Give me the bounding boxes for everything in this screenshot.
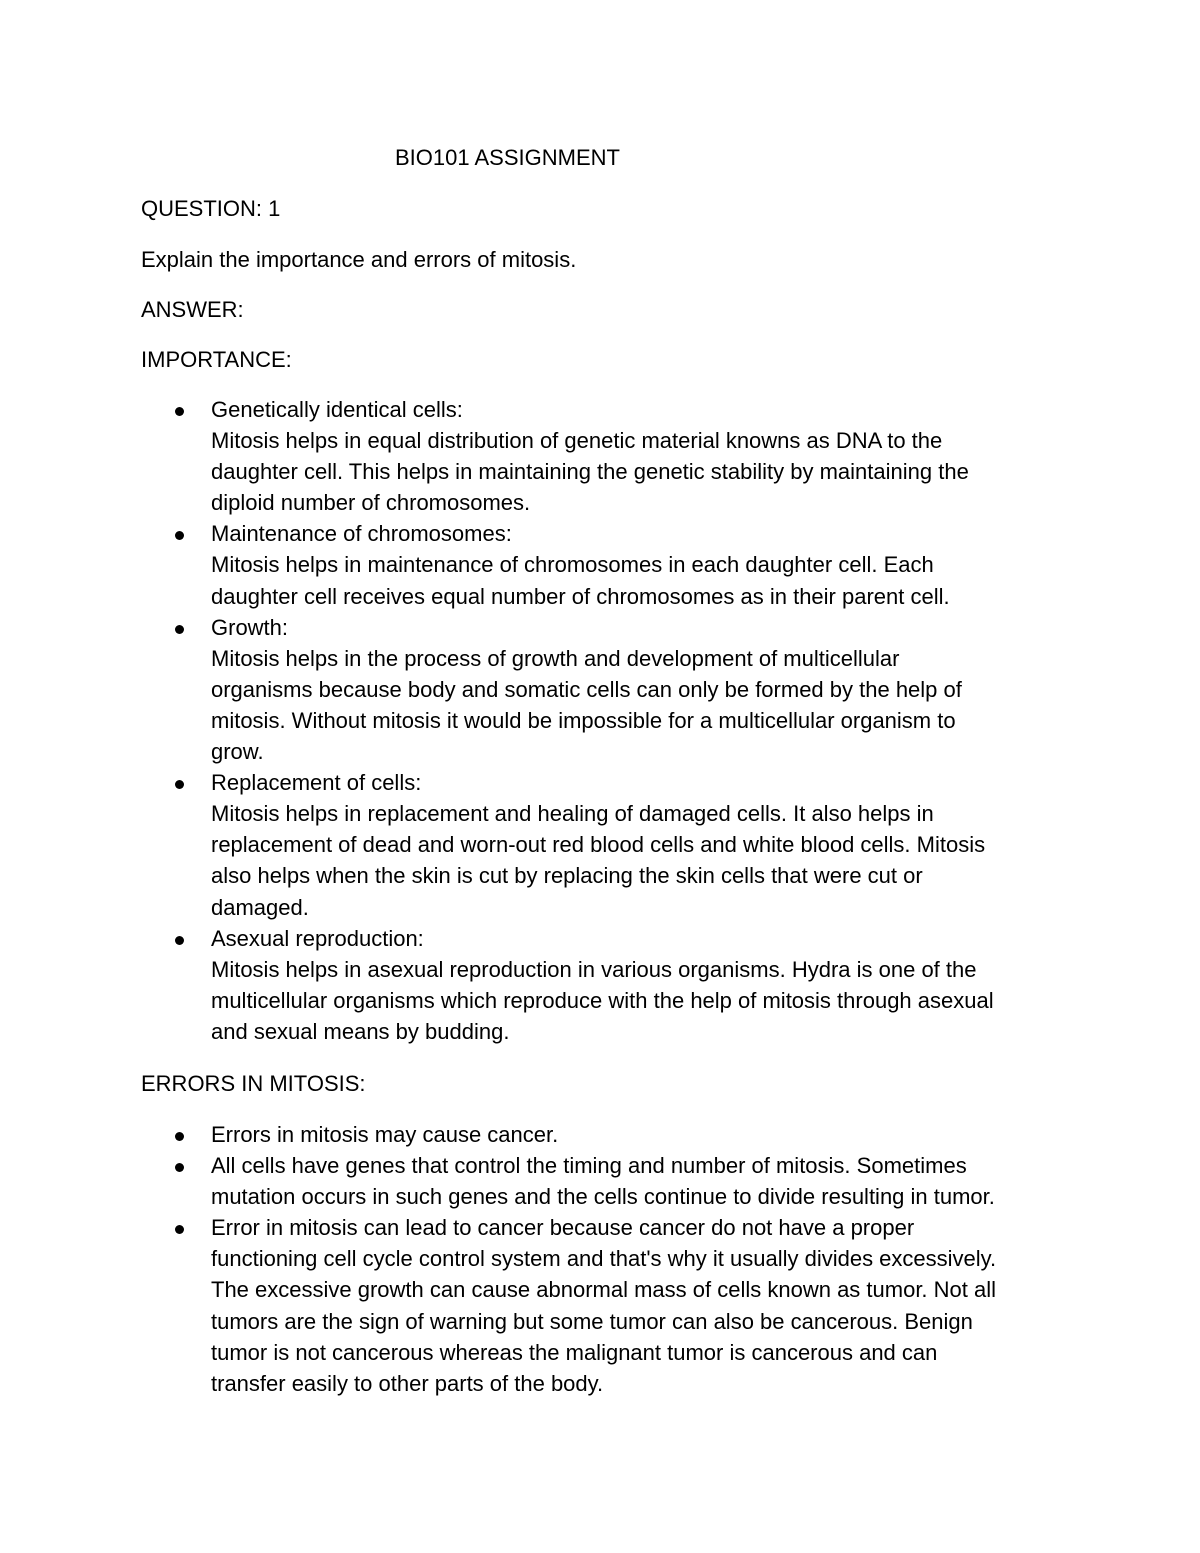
errors-list — [141, 1119, 1071, 1399]
importance-heading: IMPORTANCE: — [141, 347, 292, 372]
importance-list — [141, 394, 1071, 1047]
item-heading: Replacement of cells: — [211, 770, 422, 796]
item-heading: Maintenance of chromosomes: — [211, 521, 512, 547]
list-item — [141, 1119, 1071, 1150]
answer-label: ANSWER: — [141, 297, 244, 322]
document-title: BIO101 ASSIGNMENT — [395, 145, 620, 170]
list-item — [141, 1212, 1071, 1399]
item-line: organisms because body and somatic cells can only be formed by the help of — [211, 676, 962, 702]
item-line: daughter cell receives equal number of chromosomes as in their parent cell. — [211, 583, 950, 609]
item-line: damaged. — [211, 894, 309, 920]
item-line: daughter cell. This helps in maintaining the genetic stability by maintaining the — [211, 459, 969, 485]
item-line: tumors are the sign of warning but some tumor can also be cancerous. Benign — [211, 1308, 973, 1334]
bullet-icon — [175, 531, 184, 540]
bullet-icon — [175, 780, 184, 789]
item-line: Mitosis helps in asexual reproduction in various organisms. Hydra is one of the — [211, 956, 977, 982]
item-line: The excessive growth can cause abnormal mass of cells known as tumor. Not all — [211, 1277, 997, 1303]
item-line: mitosis. Without mitosis it would be impossible for a multicellular organism to — [211, 707, 956, 733]
question-text: Explain the importance and errors of mitosis. — [141, 247, 577, 272]
bullet-icon — [175, 1225, 184, 1234]
bullet-icon — [175, 625, 184, 634]
item-line: multicellular organisms which reproduce with the help of mitosis through asexual — [211, 987, 994, 1013]
item-line: Error in mitosis can lead to cancer because cancer do not have a proper — [211, 1215, 915, 1241]
list-item — [141, 394, 1071, 518]
bullet-icon — [175, 407, 184, 416]
item-line: also helps when the skin is cut by replacing the skin cells that were cut or — [211, 863, 923, 889]
item-line: Mitosis helps in the process of growth and development of multicellular — [211, 645, 900, 671]
list-item — [141, 767, 1071, 922]
item-line: transfer easily to other parts of the body. — [211, 1370, 604, 1396]
bullet-icon — [175, 1132, 184, 1141]
item-line: and sexual means by budding. — [211, 1018, 510, 1044]
list-item — [141, 518, 1071, 611]
item-line: All cells have genes that control the timing and number of mitosis. Sometimes — [211, 1153, 967, 1179]
item-line: Errors in mitosis may cause cancer. — [211, 1122, 559, 1147]
errors-heading: ERRORS IN MITOSIS: — [141, 1071, 366, 1096]
item-line: grow. — [211, 739, 264, 765]
item-line: Mitosis helps in replacement and healing of damaged cells. It also helps in — [211, 801, 934, 827]
list-item — [141, 612, 1071, 767]
question-label: QUESTION: 1 — [141, 196, 281, 221]
item-line: replacement of dead and worn-out red blood cells and white blood cells. Mitosis — [211, 832, 986, 858]
item-line: Mitosis helps in maintenance of chromosomes in each daughter cell. Each — [211, 552, 934, 578]
list-item — [141, 923, 1071, 1047]
item-line: functioning cell cycle control system and that's why it usually divides excessively. — [211, 1246, 997, 1272]
item-line: diploid number of chromosomes. — [211, 490, 531, 516]
item-heading: Growth: — [211, 614, 289, 640]
list-item — [141, 1150, 1071, 1212]
item-heading: Asexual reproduction: — [211, 925, 424, 951]
item-line: Mitosis helps in equal distribution of genetic material knowns as DNA to the — [211, 428, 943, 454]
bullet-icon — [175, 1163, 184, 1172]
item-line: mutation occurs in such genes and the cells continue to divide resulting in tumor. — [211, 1184, 995, 1210]
bullet-icon — [175, 936, 184, 945]
item-heading: Genetically identical cells: — [211, 397, 463, 422]
item-line: tumor is not cancerous whereas the malignant tumor is cancerous and can — [211, 1339, 938, 1365]
